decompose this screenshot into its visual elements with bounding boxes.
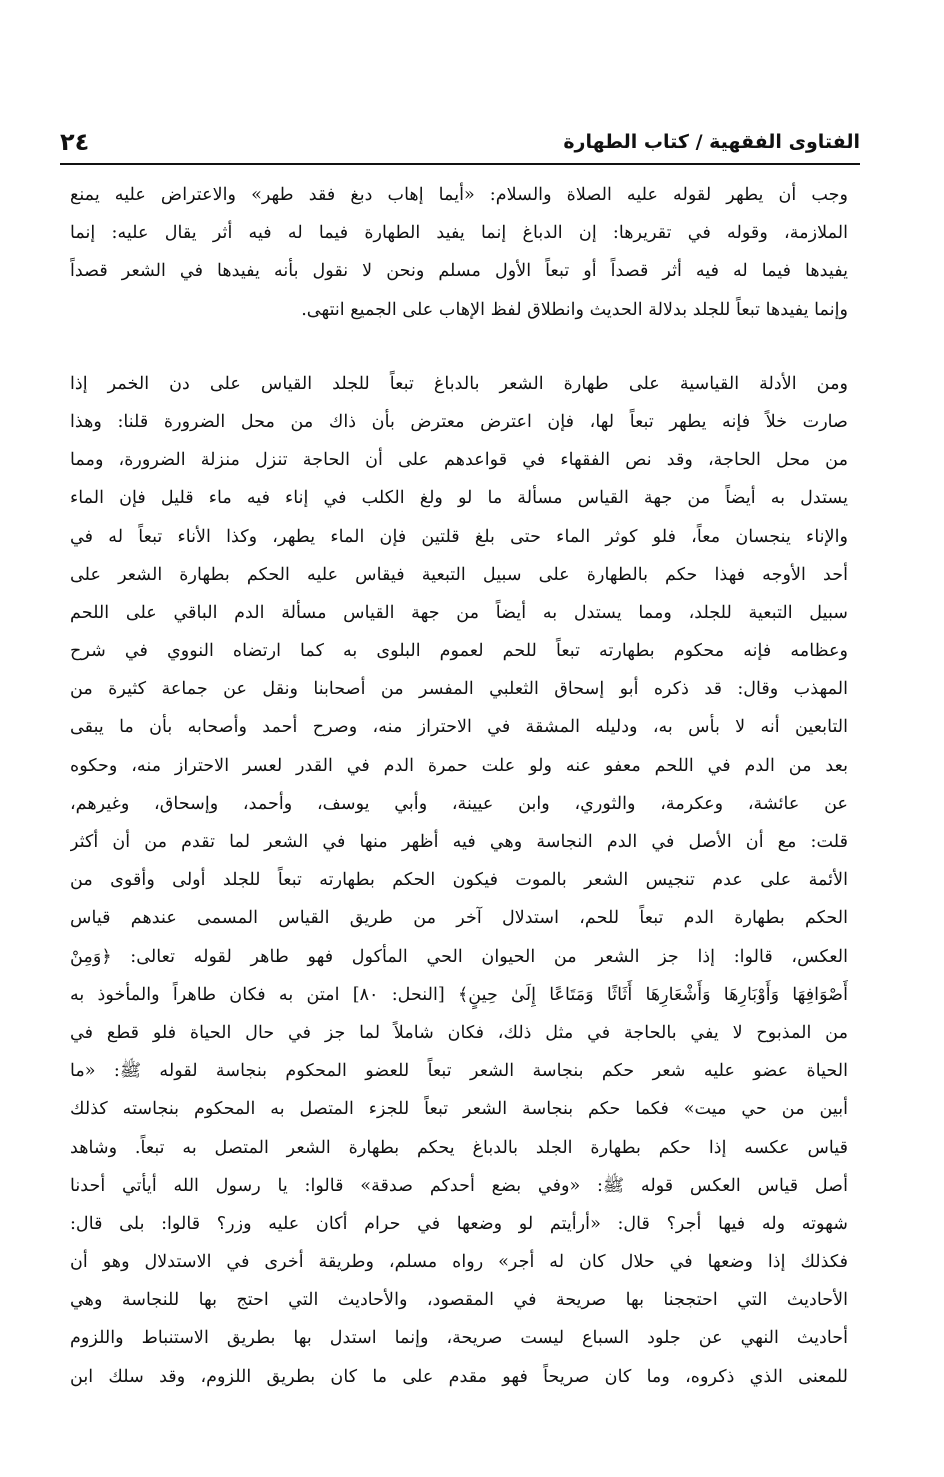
- text-line: الأئمة على عدم تنجيس الشعر بالموت فيكون الحكم بطهارته تبعاً للجلد أولى وأقوى من: [70, 870, 848, 891]
- text-line: عن عائشة، وعكرمة، والثوري، وابن عيينة، وأبي يوسف، وأحمد، وإسحاق، وغيرهم،: [70, 793, 848, 814]
- text-line: وجب أن يطهر لقوله عليه الصلاة والسلام: «أيما إهاب دبغ فقد طهر» والاعتراض عليه يمنع: [70, 185, 848, 205]
- text-line: فكذلك إذا وضعها في حلال كان له أجر» رواه مسلم، وطريقة أخرى في الاستدلال وهو أن: [70, 1252, 848, 1273]
- text-line: والإناء ينجسان معاً، فلو كوثر الماء حتى بلغ قلتين فإن الماء يطهر، وكذا الأناء تبعاً له في: [70, 526, 848, 547]
- text-line: من المذبوح لا يفي بالحاجة في مثل ذلك، فكان شاملاً لما جز في حال الحياة فلو قطع في: [70, 1022, 848, 1043]
- text-line: صارت خلاً فإنه يطهر تبعاً لها، فإن اعترض معترض بأن ذاك من محل الضرورة قلنا: وهذا: [70, 411, 848, 432]
- text-line: أحد الأوجه فهذا حكم بالطهارة على سبيل التبعية فيقاس عليه الحكم بطهارة الشعر على: [70, 564, 848, 585]
- text-line: أحاديث النهي عن جلود السباع ليست صريحة، وإنما استدل بها بطريق الاستنباط واللزوم: [70, 1328, 848, 1349]
- text-line: ومن الأدلة القياسية على طهارة الشعر بالدباغ تبعاً للجلد القياس على دن الخمر إذا: [70, 373, 848, 394]
- text-line: قياس عكسه إذا حكم بطهارة الجلد بالدباغ يحكم بطهارة الشعر المتصل به تبعاً. وشاهد: [70, 1137, 848, 1158]
- text-line: للمعنى الذي ذكروه، وما كان صريحاً فهو مقدم على ما كان بطريق اللزوم، وقد سلك ابن: [70, 1366, 848, 1387]
- text-line: الحياة عضو عليه شعر حكم بنجاسة الشعر تبعاً للعضو المحكوم بنجاسة لقوله ﷺ: «ما: [70, 1061, 848, 1082]
- body-text: [70, 176, 848, 1396]
- text-line: العكس، قالوا: إذا جز الشعر من الحيوان الحي المأكول فهو طاهر لقوله تعالى: ﴿وَمِنْ: [70, 946, 848, 967]
- page-number: ٢٤: [60, 128, 90, 156]
- text-line: قلت: مع أن الأصل في الدم النجاسة وهي فيه أظهر منها في الشعر لما تقدم من أن أكثر: [70, 832, 848, 852]
- text-line: أبين من حي ميت» فكما حكم بنجاسة الشعر تبعاً للجزء المتصل به المحكوم بنجاسته كذلك: [70, 1099, 848, 1120]
- text-line: الأحاديث التي احتججنا بها صريحة في المقصود، والأحاديث التي احتج بها للنجاسة وهي: [70, 1290, 848, 1311]
- text-line: الحكم بطهارة الدم تبعاً للحم، استدلال آخر من طريق القياس المسمى عندهم قياس: [70, 908, 848, 929]
- paragraph-1: [70, 176, 848, 329]
- text-line: المهذب وقال: قد ذكره أبو إسحاق الثعلبي المفسر من أصحابنا ونقل عن جماعة كثيرة من: [70, 679, 848, 700]
- text-line: سبيل التبعية للجلد، ومما يستدل به أيضاً من جهة القياس مسألة الدم الباقي على اللحم: [70, 602, 848, 623]
- page-header: [60, 124, 860, 160]
- paragraph-gap: [70, 329, 848, 365]
- text-line: يستدل به أيضاً من جهة القياس مسألة ما لو ولغ الكلب في إناء فيه ماء قليل فإن الماء: [70, 488, 848, 509]
- text-line: وإنما يفيدها تبعاً للجلد بدلالة الحديث وانطلاق لفظ الإهاب على الجميع انتهى.: [301, 299, 848, 320]
- text-line: الملازمة، وقوله في تقريرها: إن الدباغ إنما يفيد الطهارة فيما له فيه أثر يقال عليه: إنما: [70, 223, 848, 244]
- paragraph-2: [70, 365, 848, 1396]
- text-line: بعد من الدم في اللحم معفو عنه ولو علت حمرة الدم في القدر لعسر الاحتراز منه، وحكوه: [70, 755, 848, 776]
- text-line: التابعين أنه لا بأس به، ودليله المشقة في الاحتراز منه، وصرح أحمد وأصحابه بأن ما يبقى: [70, 717, 848, 738]
- header-divider: [60, 163, 860, 165]
- text-line: شهوته وله فيها أجر؟ قال: «أرأيتم لو وضعها في حرام أكان عليه وزر؟ قالوا: بلى قال:: [70, 1213, 848, 1234]
- text-line: من محل الحاجة، وقد نص الفقهاء في قواعدهم على أن الحاجة تنزل منزلة الضرورة، ومما: [70, 450, 848, 471]
- text-line: أصل قياس العكس قوله ﷺ: «وفي بضع أحدكم صدقة» قالوا: يا رسول الله أيأتي أحدنا: [70, 1175, 848, 1196]
- text-line: أَصْوَافِهَا وَأَوْبَارِهَا وَأَشْعَارِهَا أَثَاثًا وَمَتَاعًا إِلَىٰ حِينٍ﴾ [النحل: ٨٠] امتن به فكان طاهراً والمأخوذ به: [70, 984, 848, 1005]
- text-line: يفيدها فيما له فيه أثر قصداً أو تبعاً الأول مسلم ونحن لا نقول بأنه يفيدها في الشعر قصداً: [70, 261, 848, 282]
- running-title: الفتاوى الفقهية / كتاب الطهارة: [563, 131, 860, 153]
- text-line: وعظامه فإنه محكوم بطهارته تبعاً للحم لعموم البلوى به كما ارتضاه النووي في شرح: [70, 641, 848, 662]
